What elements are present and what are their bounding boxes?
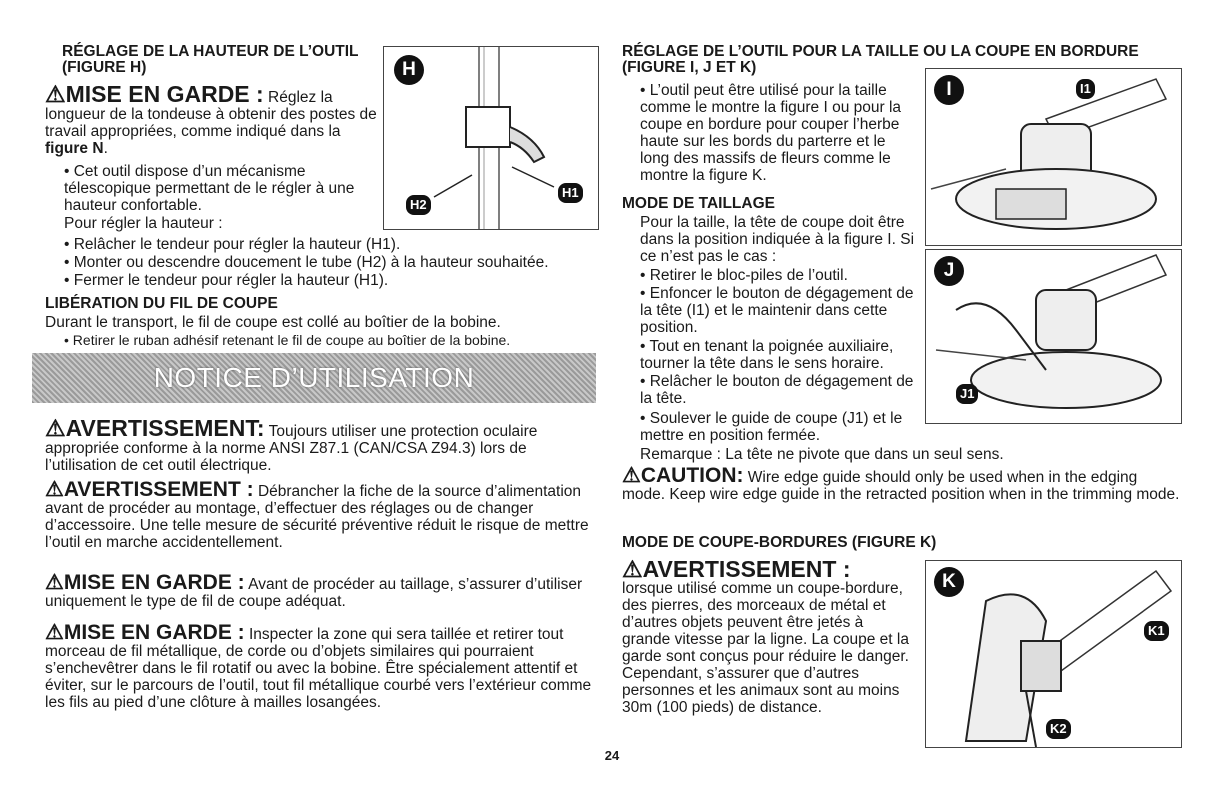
- figure-h: [383, 46, 599, 230]
- warning-1-text: Toujours utiliser une protection oculaire appropriée conforme à la norme ANSI Z87.1 (CAN/CSA Z94.3) lors de l’utilisation de cet outil électrique.: [45, 423, 538, 474]
- warning-2-title: ⚠AVERTISSEMENT :: [45, 478, 254, 501]
- caution-title: ⚠CAUTION:: [622, 464, 744, 487]
- figure-j-badge: J: [934, 256, 964, 286]
- height-warning: [45, 81, 380, 157]
- section-banner: NOTICE D’UTILISATION: [32, 353, 596, 403]
- height-warning-figure-ref: figure N: [45, 140, 104, 157]
- figure-i-illustration: [926, 69, 1181, 245]
- height-bullet-4: • Fermer le tendeur pour régler la hauteur (H1).: [64, 272, 389, 289]
- height-warning-end: .: [103, 140, 108, 157]
- trim-bullet: • L’outil peut être utilisé pour la taille comme le montre la figure I ou pour la coupe en bordure pour couper l’herbe haute sur les bords du parterre et le long des massifs de fleurs comme le montre la figure K.: [640, 82, 902, 184]
- height-heading: RÉGLAGE DE LA HAUTEUR DE L’OUTIL (FIGURE H): [62, 43, 359, 76]
- release-heading: LIBÉRATION DU FIL DE COUPE: [45, 295, 278, 312]
- figure-j: [925, 249, 1182, 424]
- warning-2-text: Débrancher la fiche de la source d’alimentation avant de procéder au montage, d’effectuer des réglages ou de changer d’accessoire. Une telle mesure de sécurité préventive réduit le risque de mettre l’outil en marche accidentellement.: [45, 483, 589, 551]
- figure-k: [925, 560, 1182, 748]
- caution-text: Wire edge guide should only be used when in the edging mode. Keep wire edge guide in the retracted position when in the trimming mode.: [622, 469, 1180, 503]
- mode-bullet-1: • Retirer le bloc-piles de l’outil.: [640, 267, 848, 284]
- figure-i-badge: I: [934, 75, 964, 105]
- figure-h-badge: H: [394, 55, 424, 85]
- figure-h-callout-h2: H2: [406, 195, 431, 215]
- caution: [622, 464, 1182, 503]
- warning-2: [45, 478, 600, 551]
- warning-3-title: ⚠MISE EN GARDE :: [45, 571, 245, 594]
- warning-3: [45, 571, 600, 610]
- height-warning-text: Réglez la longueur de la tondeuse à obtenir des postes de travail appropriées, comme indiqué dans la: [45, 89, 377, 140]
- figure-j-callout-j1: J1: [956, 384, 978, 404]
- height-bullet-3: • Monter ou descendre doucement le tube (H2) à la hauteur souhaitée.: [64, 254, 549, 271]
- height-bullet-1: • Cet outil dispose d’un mécanisme télescopique permettant de le régler à une hauteur confortable.: [64, 163, 355, 214]
- height-subheading: Pour régler la hauteur :: [64, 215, 223, 232]
- figure-k-callout-k1: K1: [1144, 621, 1169, 641]
- warning-4: [45, 621, 600, 711]
- mode-bullet-4: • Relâcher le bouton de dégagement de la tête.: [640, 373, 914, 407]
- edge-heading: MODE DE COUPE-BORDURES (FIGURE K): [622, 534, 937, 551]
- warning-4-text: Inspecter la zone qui sera taillée et retirer tout morceau de fil métallique, de corde ou d’objets similaires qui pourraient s’enchevêtrer dans le fil rotatif ou avec la bobine. Être spécialement attentif et éviter, sur le parcours de l’outil, tout fil métallique courbé vers l’extérieur comme les fils au pied d’une clôture à mailles losangées.: [45, 626, 592, 711]
- mode-note: Remarque : La tête ne pivote que dans un seul sens.: [640, 446, 1004, 463]
- release-text: Durant le transport, le fil de coupe est collé au boîtier de la bobine.: [45, 314, 501, 331]
- height-bullet-2: • Relâcher le tendeur pour régler la hauteur (H1).: [64, 236, 401, 253]
- figure-h-callout-h1: H1: [558, 183, 583, 203]
- figure-k-callout-k2: K2: [1046, 719, 1071, 739]
- warning-3-text: Avant de procéder au taillage, s’assurer d’utiliser uniquement le type de fil de coupe adéquat.: [45, 576, 583, 610]
- height-warning-title: ⚠MISE EN GARDE :: [45, 81, 264, 107]
- mode-heading: MODE DE TAILLAGE: [622, 195, 775, 212]
- figure-i-callout-i1: I1: [1076, 79, 1095, 99]
- figure-i: [925, 68, 1182, 246]
- edge-warning-title: ⚠AVERTISSEMENT :: [622, 556, 851, 582]
- warning-4-title: ⚠MISE EN GARDE :: [45, 621, 245, 644]
- warning-1-title: ⚠AVERTISSEMENT:: [45, 415, 265, 441]
- mode-bullet-3: • Tout en tenant la poignée auxiliaire, tourner la tête dans le sens horaire.: [640, 338, 894, 372]
- trim-heading: RÉGLAGE DE L’OUTIL POUR LA TAILLE OU LA COUPE EN BORDURE (FIGURE I, J ET K): [622, 43, 1139, 76]
- mode-bullet-2: • Enfoncer le bouton de dégagement de la tête (I1) et le maintenir dans cette position.: [640, 285, 914, 336]
- page-number: 24: [604, 748, 620, 763]
- edge-warning-text: lorsque utilisé comme un coupe-bordure, des pierres, des morceaux de métal et d’autres objets peuvent être jetés à grande vitesse par la ligne. La coupe et la garde sont conçus pour réduire le danger. Cependant, s’assurer que d’autres personnes et les animaux sont au moins 30m (100 pieds) de distance.: [622, 580, 909, 716]
- warning-1: [45, 415, 600, 474]
- figure-k-badge: K: [934, 567, 964, 597]
- mode-bullet-5: • Soulever le guide de coupe (J1) et le mettre en position fermée.: [640, 410, 903, 444]
- release-bullet: • Retirer le ruban adhésif retenant le fil de coupe au boîtier de la bobine.: [64, 332, 511, 348]
- mode-text: Pour la taille, la tête de coupe doit être dans la position indiquée à la figure I. Si ce n’est pas le cas :: [640, 214, 915, 265]
